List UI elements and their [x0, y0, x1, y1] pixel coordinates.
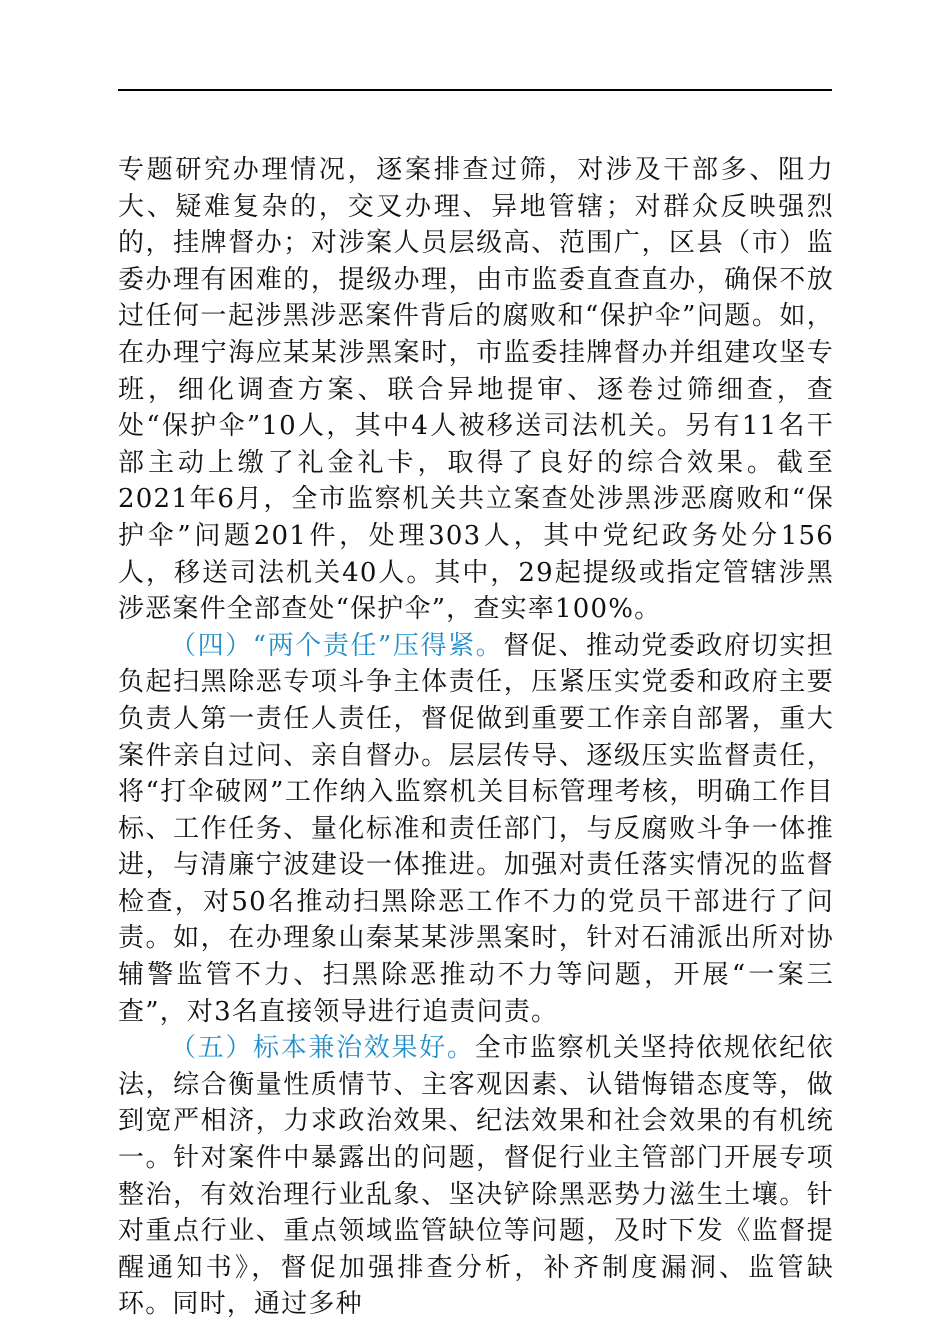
paragraph-continued: 专题研究办理情况，逐案排查过筛，对涉及干部多、阻力大、疑难复杂的，交叉办理、异地管辖；对群众反映强烈的，挂牌督办；对涉案人员层级高、范围广，区县（市）监委办理有困难的，提级办理，由市监委直查直办，确保不放过任何一起涉黑涉恶案件背后的腐败和“保护伞”问题。如，在办理宁海应某某涉黑案时，市监委挂牌督办并组建攻坚专班，细化调查方案、联合异地提审、逐卷过筛细查，查处“保护伞”10人，其中4人被移送司法机关。另有11名干部主动上缴了礼金礼卡，取得了良好的综合效果。截至2021年6月，全市监察机关共立案查处涉黑涉恶腐败和“保护伞”问题201件，处理303人，其中党纪政务处分156人，移送司法机关40人。其中，29起提级或指定管辖涉黑涉恶案件全部查处“保护伞”，查实率100%。 [118, 155, 834, 625]
paragraph-section-5 [118, 1030, 834, 1323]
section-body-5: 全市监察机关坚持依规依纪依法，综合衡量性质情节、主客观因素、认错悔错态度等，做到宽严相济，力求政治效果、纪法效果和社会效果的有机统一。针对案件中暴露出的问题，督促行业主管部门开展专项整治，有效治理行业乱象、坚决铲除黑恶势力滋生土壤。针对重点行业、重点领域监管缺位等问题，及时下发《监督提醒通知书》，督促加强排查分析，补齐制度漏洞、监管缺环。同时，通过多种 [118, 1033, 834, 1320]
section-heading-5: （五）标本兼治效果好。 [170, 1033, 475, 1064]
section-heading-4: （四）“两个责任”压得紧。 [170, 630, 504, 661]
paragraph-section-4 [118, 628, 834, 1031]
header-rule [118, 89, 832, 91]
section-body-4: 督促、推动党委政府切实担负起扫黑除恶专项斗争主体责任，压紧压实党委和政府主要负责人第一责任人责任，督促做到重要工作亲自部署，重大案件亲自过问、亲自督办。层层传导、逐级压实监督责任，将“打伞破网”工作纳入监察机关目标管理考核，明确工作目标、工作任务、量化标准和责任部门，与反腐败斗争一体推进，与清廉宁波建设一体推进。加强对责任落实情况的监督检查，对50名推动扫黑除恶工作不力的党员干部进行了问责。如，在办理象山秦某某涉黑案时，针对石浦派出所对协辅警监管不力、扫黑除恶推动不力等问题，开展“一案三查”，对3名直接领导进行追责问责。 [118, 630, 834, 1027]
document-body [118, 152, 834, 1323]
